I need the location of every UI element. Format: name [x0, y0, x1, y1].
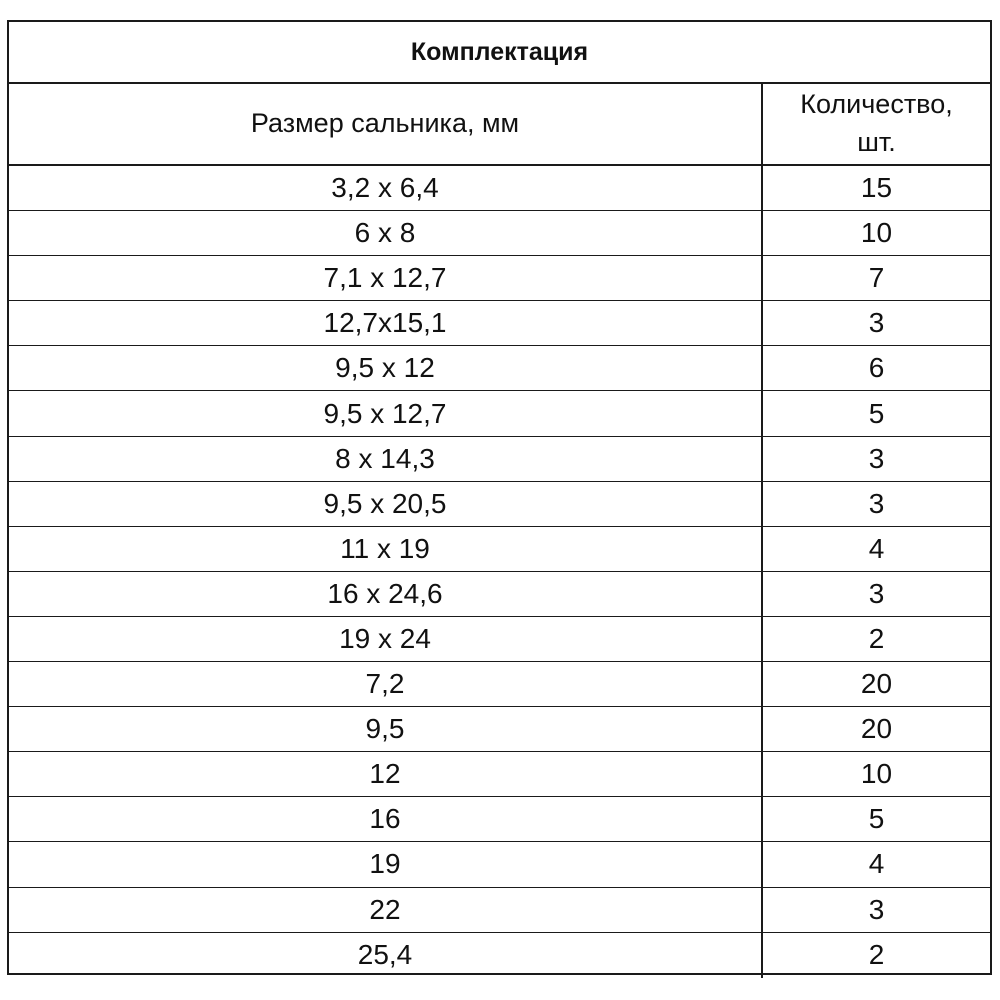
cell-qty: 10	[860, 758, 893, 790]
table-row	[9, 752, 990, 797]
cell-qty: 7	[868, 262, 885, 294]
cell-size: 11 x 19	[9, 527, 763, 571]
cell-qty: 4	[868, 532, 885, 564]
cell-qty: 6	[868, 352, 885, 384]
cell-qty: 5	[868, 803, 885, 835]
cell-size: 16 x 24,6	[9, 572, 763, 616]
cell-size: 12	[9, 752, 763, 796]
cell-qty: 3	[868, 577, 885, 609]
table-row	[9, 346, 990, 391]
cell-size: 19	[9, 842, 763, 886]
cell-size: 9,5 x 12	[9, 346, 763, 390]
cell-qty: 10	[860, 217, 893, 249]
cell-size: 7,1 x 12,7	[9, 256, 763, 300]
table-row	[9, 256, 990, 301]
cell-qty: 3	[868, 307, 885, 339]
cell-size: 19 x 24	[9, 617, 763, 661]
cell-qty: 15	[860, 172, 893, 204]
header-qty-text: Количество, шт.	[800, 89, 953, 157]
cell-size: 3,2 x 6,4	[9, 166, 763, 210]
cell-size: 16	[9, 797, 763, 841]
table-header-row	[9, 84, 990, 166]
table-row	[9, 842, 990, 887]
cell-qty: 5	[868, 397, 885, 429]
cell-size: 6 x 8	[9, 211, 763, 255]
kit-table	[7, 20, 992, 975]
cell-qty: 3	[868, 893, 885, 925]
table-row	[9, 707, 990, 752]
cell-qty: 3	[868, 442, 885, 474]
table-row	[9, 437, 990, 482]
cell-size: 12,7x15,1	[9, 301, 763, 345]
table-row	[9, 482, 990, 527]
table-row	[9, 617, 990, 662]
cell-qty: 3	[868, 487, 885, 519]
cell-qty: 4	[868, 848, 885, 880]
table-row	[9, 301, 990, 346]
cell-size: 9,5 x 20,5	[9, 482, 763, 526]
table-row	[9, 797, 990, 842]
cell-size: 8 x 14,3	[9, 437, 763, 481]
cell-size: 9,5	[9, 707, 763, 751]
cell-qty: 20	[860, 713, 893, 745]
table-row	[9, 391, 990, 436]
table-row	[9, 572, 990, 617]
table-row	[9, 527, 990, 572]
cell-qty: 20	[860, 668, 893, 700]
table-row	[9, 166, 990, 211]
table-body	[9, 166, 990, 978]
table-row	[9, 933, 990, 978]
cell-qty: 2	[868, 622, 885, 654]
header-size: Размер сальника, мм	[9, 84, 763, 164]
table-row	[9, 211, 990, 256]
table-title: Комплектация	[9, 22, 990, 84]
cell-size: 7,2	[9, 662, 763, 706]
cell-qty: 2	[868, 939, 885, 971]
table-row	[9, 662, 990, 707]
table-row	[9, 888, 990, 933]
cell-size: 9,5 x 12,7	[9, 391, 763, 435]
header-qty	[763, 84, 990, 164]
cell-size: 22	[9, 888, 763, 932]
cell-size: 25,4	[9, 933, 763, 978]
